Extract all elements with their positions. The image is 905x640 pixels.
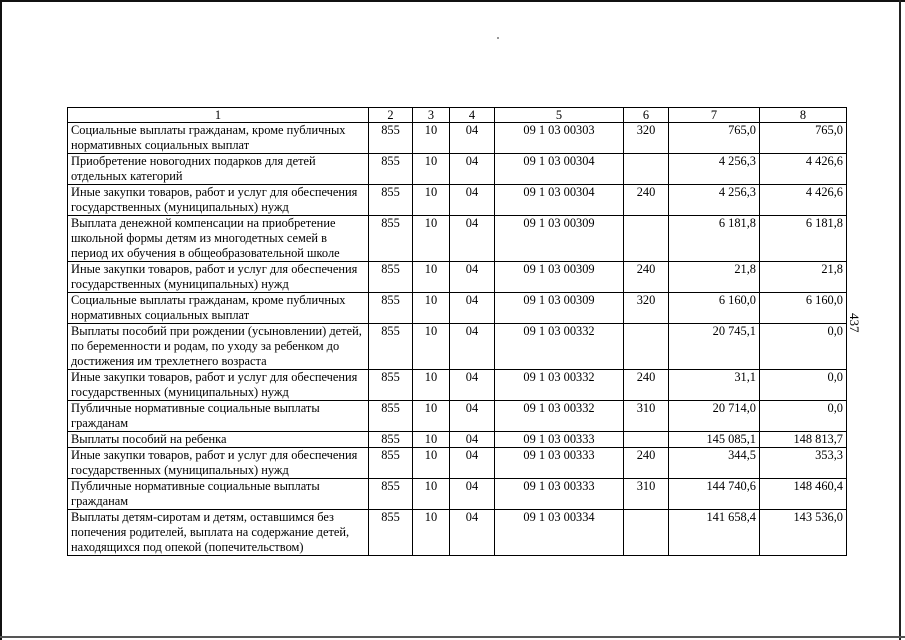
section-cell: 10 [413,370,450,401]
table-row [68,216,847,262]
table-header-row [68,108,847,123]
subsection-cell: 04 [450,154,495,185]
page-number: 437 [847,313,862,333]
gr-code-cell: 855 [369,154,413,185]
section-cell: 10 [413,262,450,293]
scan-speck [497,37,499,39]
sum-year-2-cell: 143 536,0 [760,510,847,556]
sum-year-1-cell: 21,8 [669,262,760,293]
header-cell: 2 [369,108,413,123]
table-row [68,432,847,448]
gr-code-cell: 855 [369,370,413,401]
sum-year-2-cell: 4 426,6 [760,154,847,185]
gr-code-cell: 855 [369,401,413,432]
target-article-cell: 09 1 03 00333 [495,432,624,448]
subsection-cell: 04 [450,293,495,324]
target-article-cell: 09 1 03 00309 [495,216,624,262]
row-name-cell: Социальные выплаты гражданам, кроме публичных нормативных социальных выплат [68,293,369,324]
gr-code-cell: 855 [369,510,413,556]
subsection-cell: 04 [450,324,495,370]
row-name-cell: Выплаты детям-сиротам и детям, оставшимся без попечения родителей, выплата на содержание детей, находящихся под опекой (попечительством) [68,510,369,556]
section-cell: 10 [413,154,450,185]
gr-code-cell: 855 [369,479,413,510]
header-cell: 1 [68,108,369,123]
row-name-cell: Выплаты пособий на ребенка [68,432,369,448]
section-cell: 10 [413,185,450,216]
section-cell: 10 [413,324,450,370]
row-name-cell: Иные закупки товаров, работ и услуг для обеспечения государственных (муниципальных) нужд [68,185,369,216]
table-row [68,448,847,479]
target-article-cell: 09 1 03 00309 [495,293,624,324]
section-cell: 10 [413,293,450,324]
subsection-cell: 04 [450,370,495,401]
gr-code-cell: 855 [369,185,413,216]
target-article-cell: 09 1 03 00333 [495,479,624,510]
table-row [68,401,847,432]
subsection-cell: 04 [450,216,495,262]
table-row [68,510,847,556]
sum-year-1-cell: 31,1 [669,370,760,401]
sum-year-1-cell: 4 256,3 [669,185,760,216]
section-cell: 10 [413,448,450,479]
sum-year-2-cell: 353,3 [760,448,847,479]
expense-type-cell: 320 [624,123,669,154]
section-cell: 10 [413,123,450,154]
gr-code-cell: 855 [369,324,413,370]
target-article-cell: 09 1 03 00309 [495,262,624,293]
section-cell: 10 [413,401,450,432]
row-name-cell: Приобретение новогодних подарков для детей отдельных категорий [68,154,369,185]
expense-type-cell: 240 [624,185,669,216]
subsection-cell: 04 [450,401,495,432]
scan-border-top [0,0,905,2]
target-article-cell: 09 1 03 00332 [495,324,624,370]
gr-code-cell: 855 [369,216,413,262]
gr-code-cell: 855 [369,293,413,324]
sum-year-2-cell: 0,0 [760,324,847,370]
sum-year-2-cell: 4 426,6 [760,185,847,216]
expense-type-cell: 320 [624,293,669,324]
target-article-cell: 09 1 03 00303 [495,123,624,154]
subsection-cell: 04 [450,448,495,479]
row-name-cell: Социальные выплаты гражданам, кроме публичных нормативных социальных выплат [68,123,369,154]
subsection-cell: 04 [450,123,495,154]
subsection-cell: 04 [450,510,495,556]
sum-year-2-cell: 6 160,0 [760,293,847,324]
subsection-cell: 04 [450,479,495,510]
header-cell: 8 [760,108,847,123]
scan-border-bottom [0,636,905,638]
section-cell: 10 [413,432,450,448]
sum-year-1-cell: 6 181,8 [669,216,760,262]
budget-table [67,107,847,556]
expense-type-cell: 310 [624,401,669,432]
sum-year-2-cell: 0,0 [760,370,847,401]
row-name-cell: Публичные нормативные социальные выплаты гражданам [68,401,369,432]
expense-type-cell [624,216,669,262]
target-article-cell: 09 1 03 00332 [495,370,624,401]
header-cell: 5 [495,108,624,123]
header-cell: 4 [450,108,495,123]
table-row [68,479,847,510]
expense-type-cell [624,432,669,448]
sum-year-1-cell: 145 085,1 [669,432,760,448]
table-row [68,185,847,216]
sum-year-1-cell: 20 714,0 [669,401,760,432]
sum-year-1-cell: 144 740,6 [669,479,760,510]
expense-type-cell: 240 [624,262,669,293]
table-row [68,123,847,154]
expense-type-cell [624,510,669,556]
table-row [68,293,847,324]
scan-border-right [899,0,901,640]
table-row [68,370,847,401]
header-cell: 3 [413,108,450,123]
row-name-cell: Публичные нормативные социальные выплаты гражданам [68,479,369,510]
sum-year-1-cell: 344,5 [669,448,760,479]
sum-year-1-cell: 4 256,3 [669,154,760,185]
table-row [68,262,847,293]
sum-year-1-cell: 6 160,0 [669,293,760,324]
header-cell: 7 [669,108,760,123]
sum-year-2-cell: 21,8 [760,262,847,293]
subsection-cell: 04 [450,185,495,216]
gr-code-cell: 855 [369,262,413,293]
expense-type-cell: 240 [624,370,669,401]
row-name-cell: Иные закупки товаров, работ и услуг для обеспечения государственных (муниципальных) нужд [68,370,369,401]
row-name-cell: Выплата денежной компенсации на приобретение школьной формы детям из многодетных семей в период их обучения в общеобразовательной школе [68,216,369,262]
sum-year-2-cell: 6 181,8 [760,216,847,262]
target-article-cell: 09 1 03 00332 [495,401,624,432]
sum-year-1-cell: 141 658,4 [669,510,760,556]
gr-code-cell: 855 [369,432,413,448]
subsection-cell: 04 [450,262,495,293]
section-cell: 10 [413,479,450,510]
row-name-cell: Выплаты пособий при рождении (усыновлении) детей, по беременности и родам, по уходу за ребенком до достижения им трехлетнего возраста [68,324,369,370]
header-cell: 6 [624,108,669,123]
sum-year-2-cell: 148 813,7 [760,432,847,448]
sum-year-2-cell: 148 460,4 [760,479,847,510]
sum-year-2-cell: 0,0 [760,401,847,432]
gr-code-cell: 855 [369,448,413,479]
target-article-cell: 09 1 03 00304 [495,154,624,185]
expense-type-cell [624,154,669,185]
gr-code-cell: 855 [369,123,413,154]
table-row [68,154,847,185]
scan-border-left [0,0,2,640]
sum-year-1-cell: 765,0 [669,123,760,154]
target-article-cell: 09 1 03 00333 [495,448,624,479]
subsection-cell: 04 [450,432,495,448]
table-body [68,123,847,556]
section-cell: 10 [413,510,450,556]
target-article-cell: 09 1 03 00304 [495,185,624,216]
sum-year-2-cell: 765,0 [760,123,847,154]
row-name-cell: Иные закупки товаров, работ и услуг для обеспечения государственных (муниципальных) нужд [68,262,369,293]
expense-type-cell: 240 [624,448,669,479]
table-row [68,324,847,370]
sum-year-1-cell: 20 745,1 [669,324,760,370]
row-name-cell: Иные закупки товаров, работ и услуг для обеспечения государственных (муниципальных) нужд [68,448,369,479]
expense-type-cell: 310 [624,479,669,510]
target-article-cell: 09 1 03 00334 [495,510,624,556]
expense-type-cell [624,324,669,370]
section-cell: 10 [413,216,450,262]
